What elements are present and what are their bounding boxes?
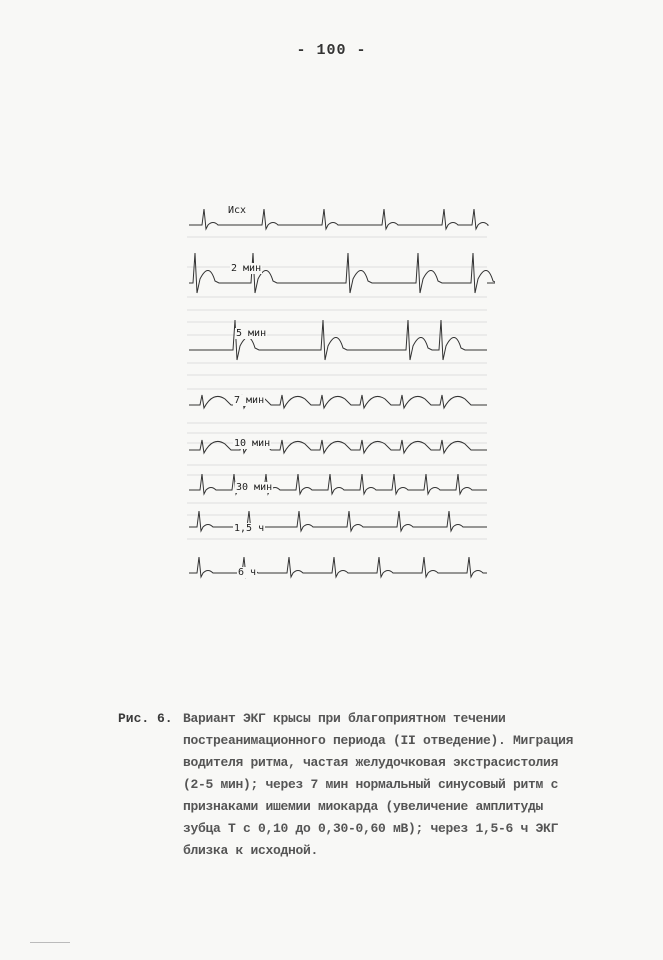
ecg-trace [189,474,487,494]
trace-label: 6 ч [238,567,257,578]
ecg-figure [175,175,495,595]
trace-label: 2 мин [231,263,262,274]
trace-label: Исх [228,205,247,216]
trace-label: 1,5 ч [234,523,265,534]
ecg-trace [189,320,487,360]
trace-label: 10 мин [234,438,271,449]
ecg-trace [189,557,487,577]
trace-label: 7 мин [234,395,265,406]
caption-text: Вариант ЭКГ крысы при благоприятном течении постреанимационного периода (II отведение). Миграция водителя ритма, частая желудочковая экстрасистолия (2-5 мин); через 7 мин нормальный синусовый ритм с признаками ишемии миокарда (увеличение амплитуды зубца T с 0,10 до 0,30-0,60 мВ); через 1,5-6 ч ЭКГ близка к исходной. [183,711,574,858]
margin-mark [30,942,70,943]
caption-label: Рис. 6. [118,711,173,726]
trace-label: 5 мин [236,328,267,339]
ecg-traces [175,175,495,595]
figure-caption [118,708,588,862]
trace-label: 30 мин [236,482,273,493]
page-number: - 100 - [296,42,367,59]
